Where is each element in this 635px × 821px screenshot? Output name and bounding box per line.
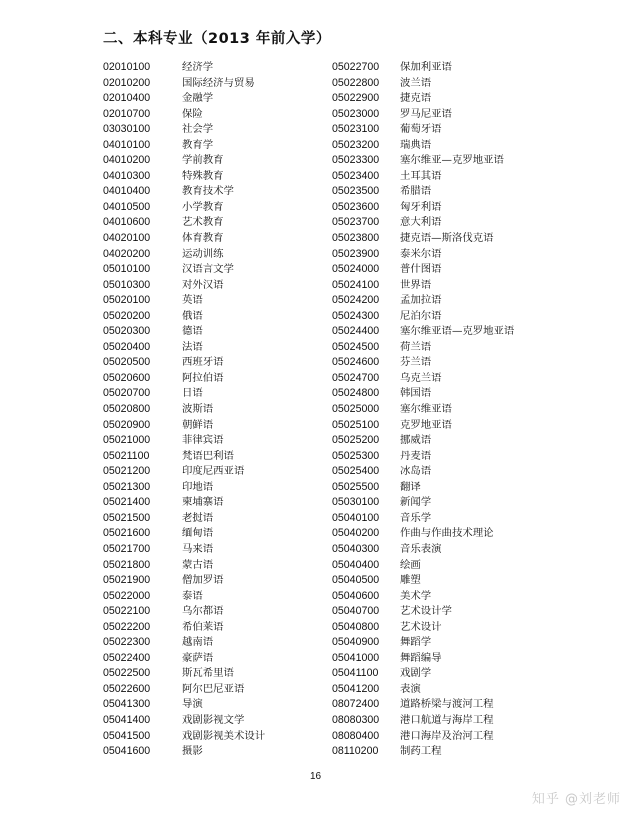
major-code: 05022300 [103,636,151,649]
major-name: 戏剧影视文学 [182,713,245,726]
major-code: 02010200 [103,76,151,89]
major-name: 斯瓦希里语 [182,667,234,680]
major-name: 捷克语 [400,92,432,105]
major-name: 荷兰语 [400,340,432,353]
major-code: 04010300 [103,169,151,182]
major-code: 05024300 [332,309,380,322]
major-code: 05041300 [103,698,151,711]
major-code: 02010400 [103,92,151,105]
major-name: 乌尔都语 [182,605,224,618]
major-code: 05041000 [332,651,380,664]
major-code: 05023300 [332,154,380,167]
major-name: 阿拉伯语 [182,371,224,384]
major-code: 05025400 [332,465,380,478]
major-code: 05024600 [332,356,380,369]
major-name: 体育教育 [182,232,224,245]
major-name: 新闻学 [400,496,432,509]
major-code: 04010500 [103,200,151,213]
major-code: 05020100 [103,294,151,307]
major-code: 05021600 [103,527,151,540]
major-name: 俄语 [182,309,203,322]
major-code: 05024700 [332,371,380,384]
major-code: 05025500 [332,480,380,493]
major-code: 05025300 [332,449,380,462]
major-code: 05022700 [332,61,380,73]
major-name: 艺术教育 [182,216,224,229]
major-code: 05023100 [332,123,380,136]
major-code: 05040200 [332,527,380,540]
major-code: 04010600 [103,216,151,229]
major-code: 05040500 [332,574,380,587]
major-name: 港口航道与海岸工程 [400,713,494,726]
major-name: 世界语 [400,278,432,291]
major-code: 05022900 [332,92,380,105]
major-name: 波斯语 [182,403,214,416]
major-name: 汉语言文学 [182,263,234,276]
major-code: 05021500 [103,511,151,524]
major-code: 05024100 [332,278,380,291]
major-name: 豪萨语 [182,651,214,664]
major-name: 越南语 [182,636,214,649]
major-code: 05010100 [103,263,151,276]
major-name: 道路桥梁与渡河工程 [400,698,494,711]
major-code: 05020400 [103,340,151,353]
major-code: 05021800 [103,558,151,571]
major-code: 05040400 [332,558,380,571]
major-code: 05041400 [103,713,151,726]
major-code: 05020300 [103,325,151,338]
major-name: 法语 [182,340,203,353]
major-name: 日语 [182,387,203,400]
major-code: 05040100 [332,511,380,524]
major-code: 02010100 [103,61,151,73]
major-code: 04020200 [103,247,151,260]
major-name: 普什图语 [400,263,442,276]
major-name: 经济学 [182,61,214,73]
major-name: 菲律宾语 [182,434,224,447]
major-code: 05022800 [332,76,380,89]
major-code: 08080300 [332,713,380,726]
major-name: 蒙古语 [182,558,214,571]
major-code: 05022000 [103,589,151,602]
major-code: 05020200 [103,309,151,322]
major-name: 艺术设计 [400,620,442,633]
major-name: 印地语 [182,480,214,493]
major-name: 挪威语 [400,434,432,447]
major-code: 05040900 [332,636,380,649]
major-name: 艺术设计学 [400,605,452,618]
major-code: 04010400 [103,185,151,198]
major-code: 05020600 [103,371,151,384]
major-code: 05024500 [332,340,380,353]
major-name: 特殊教育 [182,169,224,182]
major-name: 泰米尔语 [400,247,442,260]
major-name: 塞尔维亚语 [400,403,452,416]
major-name: 作曲与作曲技术理论 [400,527,494,540]
major-code: 05021100 [103,449,150,462]
major-name: 希伯莱语 [182,620,224,633]
major-name: 导演 [182,698,203,711]
major-name: 小学教育 [182,200,224,213]
major-code: 05040800 [332,620,380,633]
major-code: 05022100 [103,605,151,618]
major-name: 音乐学 [400,511,432,524]
major-code: 05021200 [103,465,151,478]
major-name: 丹麦语 [400,449,432,462]
major-name: 梵语巴利语 [182,449,234,462]
major-code: 05023500 [332,185,380,198]
major-name: 塞尔维亚语—克罗地亚语 [400,325,515,338]
major-code: 05030100 [332,496,380,509]
major-name: 摄影 [182,745,203,758]
major-name: 老挝语 [182,511,214,524]
watermark: 知乎 @刘老师 [531,792,621,807]
major-name: 匈牙利语 [400,200,442,213]
major-code: 05023600 [332,200,380,213]
major-code: 08072400 [332,698,380,711]
major-name: 希腊语 [400,185,432,198]
major-code: 05024400 [332,325,380,338]
major-code: 05020800 [103,403,151,416]
major-code: 04010100 [103,138,151,151]
major-name: 舞蹈编导 [400,651,442,664]
major-code: 05025200 [332,434,380,447]
major-name: 学前教育 [182,154,224,167]
major-name: 韩国语 [400,387,432,400]
major-code: 08110200 [332,745,379,758]
major-code: 03030100 [103,123,151,136]
major-name: 戏剧影视美术设计 [182,729,266,742]
major-code: 05041500 [103,729,151,742]
major-code: 04010200 [103,154,151,167]
major-name: 保险 [182,107,203,120]
major-code: 05025100 [332,418,380,431]
major-name: 冰岛语 [400,465,432,478]
major-code: 05025000 [332,403,380,416]
major-name: 阿尔巴尼亚语 [182,682,245,695]
major-name: 捷克语—斯洛伐克语 [400,232,494,245]
major-name: 国际经济与贸易 [182,76,255,89]
major-name: 克罗地亚语 [400,418,452,431]
major-code: 05040700 [332,605,380,618]
major-name: 乌克兰语 [400,371,442,384]
major-code: 05041200 [332,682,380,695]
major-code: 05021900 [103,574,151,587]
major-name: 翻译 [400,480,421,493]
major-name: 音乐表演 [400,542,442,555]
major-name: 波兰语 [400,76,432,89]
major-name: 对外汉语 [182,278,224,291]
major-name: 僧加罗语 [182,574,224,587]
major-name: 芬兰语 [400,356,432,369]
major-name: 葡萄牙语 [400,123,442,136]
major-code: 05022500 [103,667,151,680]
major-name: 柬埔寨语 [182,496,224,509]
section-heading: 二、本科专业（2013 年前入学） [103,31,331,47]
major-code: 05023000 [332,107,380,120]
major-code: 05041600 [103,745,151,758]
major-code: 05040600 [332,589,380,602]
major-code: 05024800 [332,387,380,400]
major-code: 02010700 [103,107,151,120]
major-name: 瑞典语 [400,138,432,151]
major-code: 05021400 [103,496,151,509]
major-code: 05021300 [103,480,151,493]
major-name: 泰语 [182,589,203,602]
major-name: 舞蹈学 [400,636,432,649]
major-name: 孟加拉语 [400,294,442,307]
major-code: 05041100 [332,667,379,680]
page-number: 16 [310,771,322,782]
major-code: 05021700 [103,542,151,555]
major-name: 社会学 [182,123,214,136]
major-code: 05020900 [103,418,151,431]
major-code: 05040300 [332,542,380,555]
major-name: 德语 [182,325,203,338]
major-name: 表演 [400,682,421,695]
major-name: 土耳其语 [400,169,442,182]
major-code: 05021000 [103,434,151,447]
major-code: 05024000 [332,263,380,276]
major-name: 金融学 [182,92,214,105]
major-code: 05020500 [103,356,151,369]
major-code: 05010300 [103,278,151,291]
major-code: 05022400 [103,651,151,664]
major-name: 保加利亚语 [400,61,452,73]
major-name: 运动训练 [182,247,224,260]
major-name: 印度尼西亚语 [182,465,245,478]
major-code: 05023400 [332,169,380,182]
major-code: 05024200 [332,294,380,307]
major-name: 朝鲜语 [182,418,214,431]
major-name: 马来语 [182,542,214,555]
major-name: 港口海岸及治河工程 [400,729,494,742]
major-name: 制药工程 [400,745,442,758]
major-name: 美术学 [400,589,432,602]
major-code: 05023800 [332,232,380,245]
major-code: 04020100 [103,232,151,245]
major-name: 罗马尼亚语 [400,107,452,120]
major-name: 尼泊尔语 [400,309,442,322]
major-name: 西班牙语 [182,356,224,369]
major-name: 绘画 [400,558,421,571]
major-name: 教育学 [182,138,214,151]
major-name: 意大利语 [400,216,442,229]
major-name: 教育技术学 [182,185,234,198]
major-name: 英语 [182,294,203,307]
major-code: 08080400 [332,729,380,742]
major-name: 塞尔维亚—克罗地亚语 [400,154,504,167]
major-code: 05023200 [332,138,380,151]
major-code: 05022600 [103,682,151,695]
major-name: 戏剧学 [400,667,432,680]
major-code: 05020700 [103,387,151,400]
major-name: 雕塑 [400,574,421,587]
major-code: 05022200 [103,620,151,633]
major-code: 05023900 [332,247,380,260]
major-code: 05023700 [332,216,380,229]
major-name: 缅甸语 [182,527,214,540]
